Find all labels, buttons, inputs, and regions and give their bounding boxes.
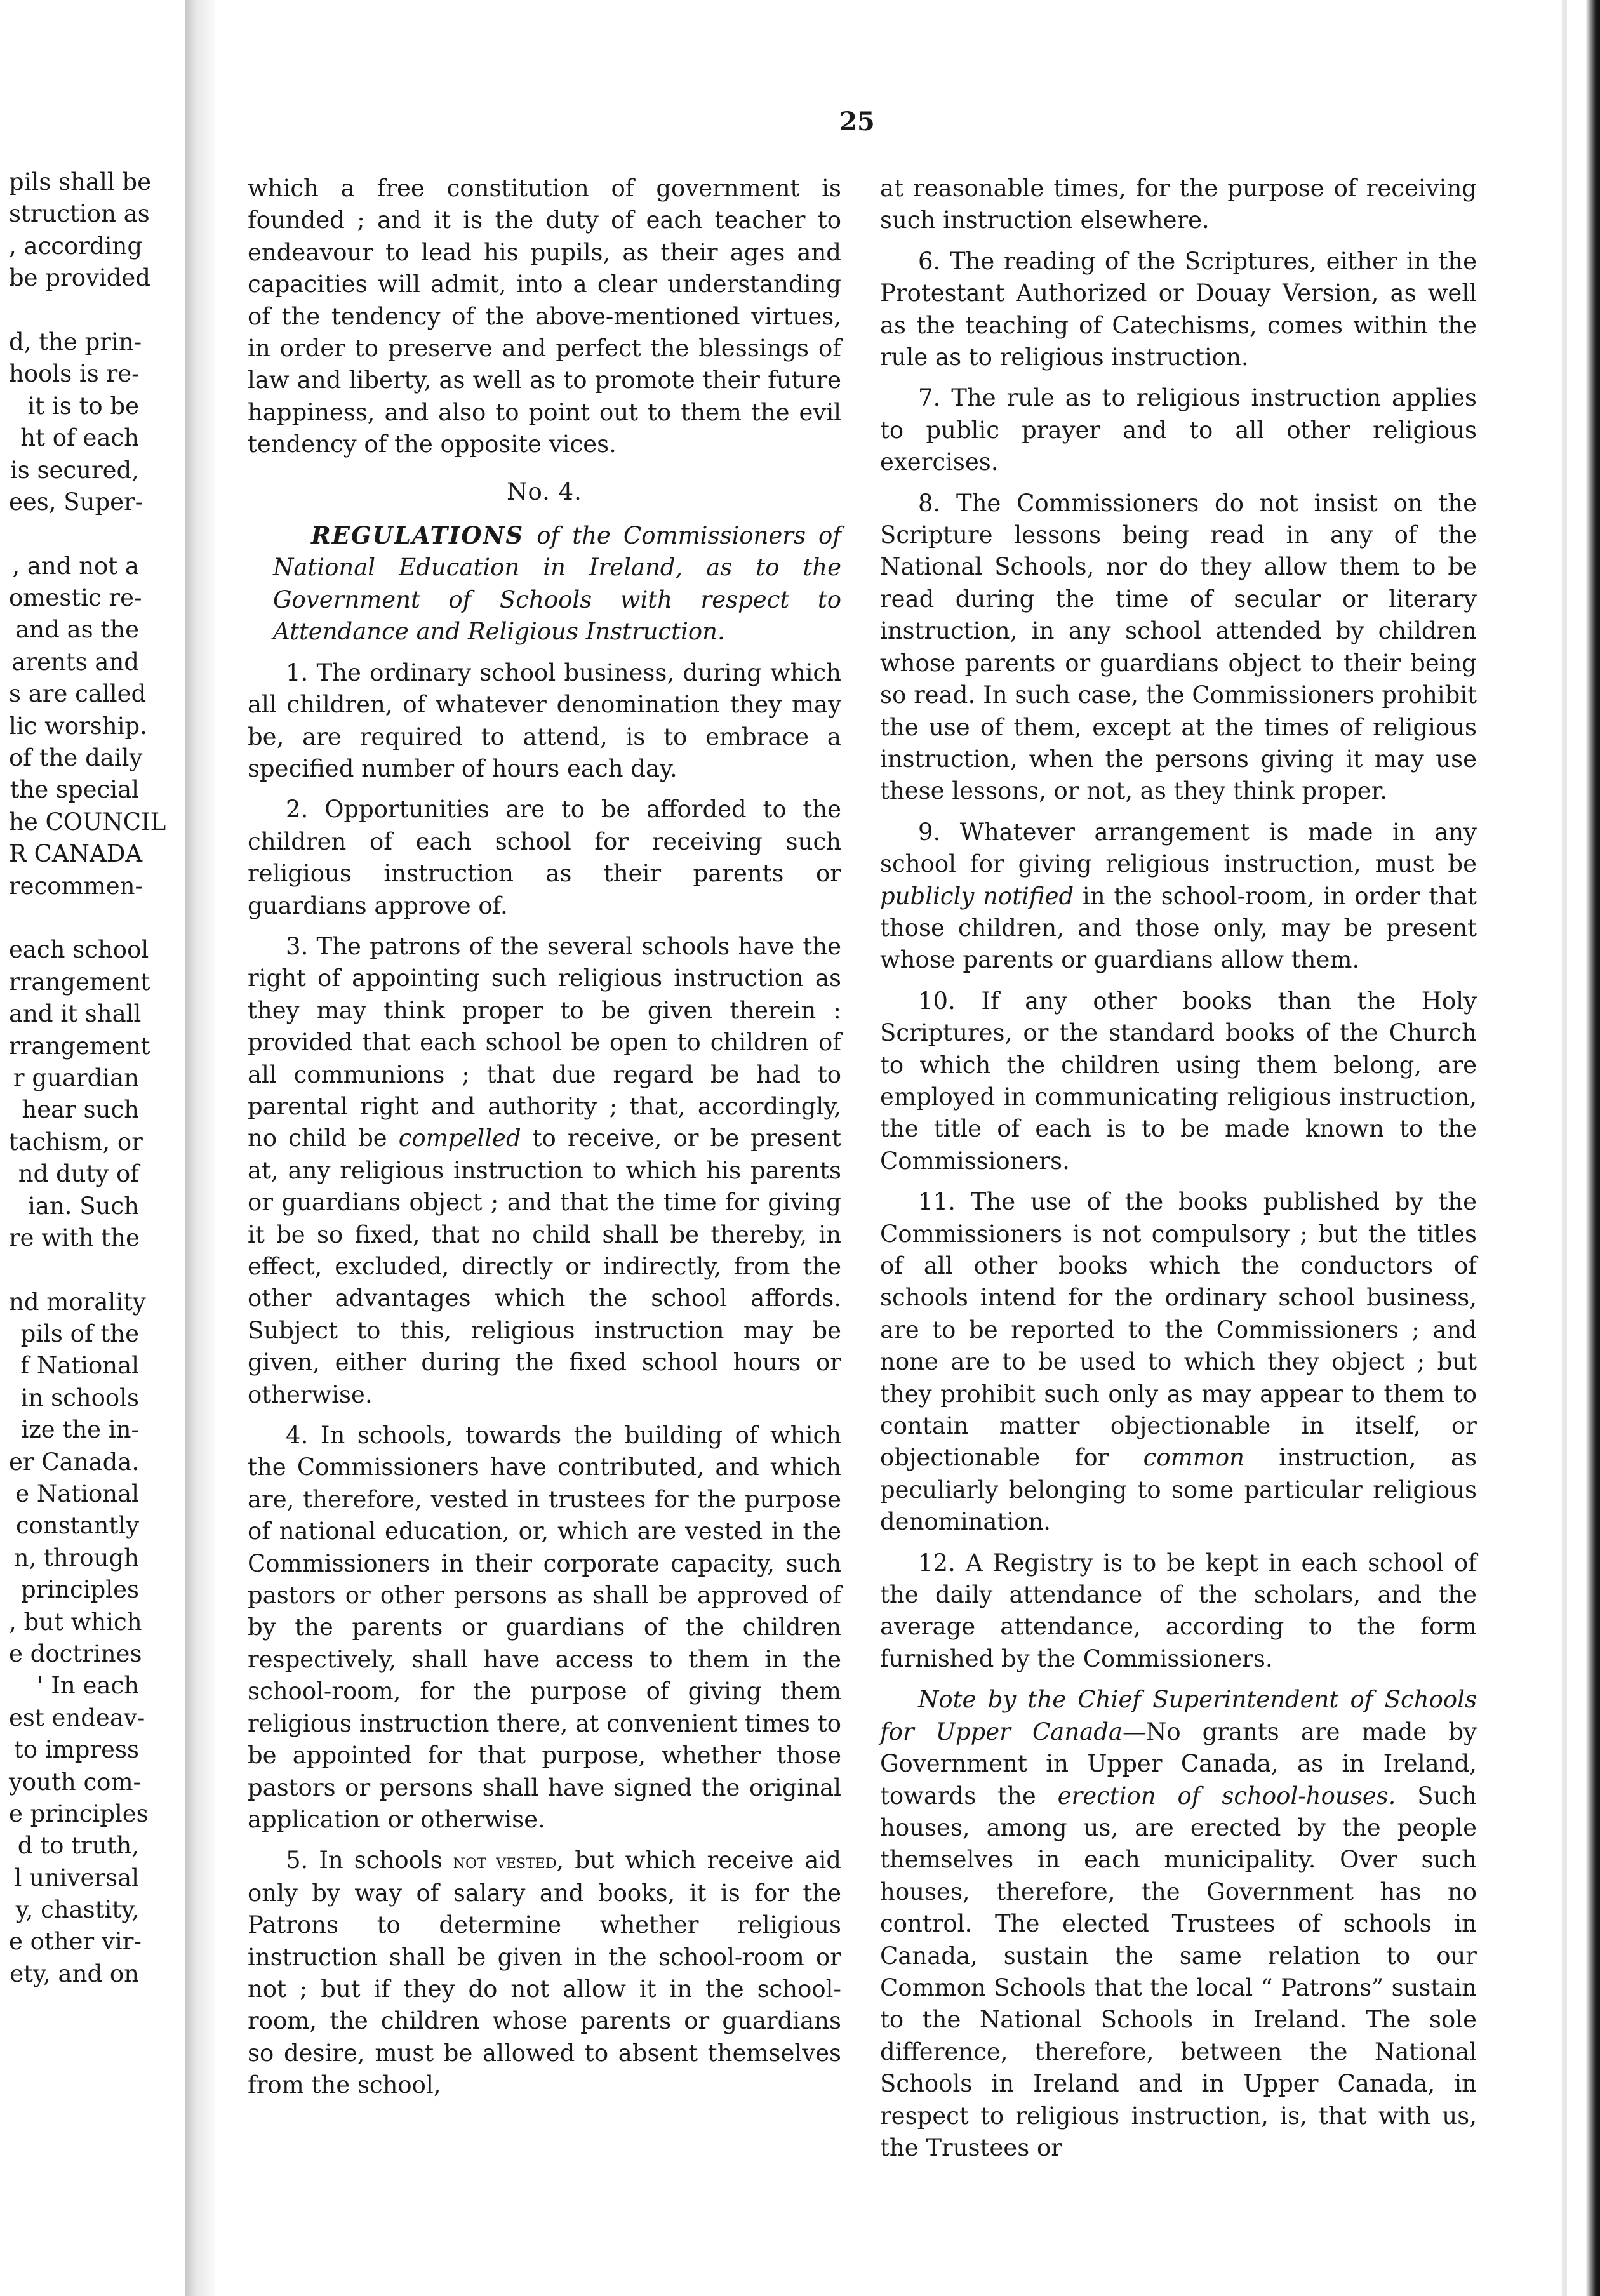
- previous-page-line: to impress: [13, 1736, 139, 1764]
- regulation-9-part-b: in the school-room, in order that those children, and those only, may be present whose parents or guardians allow them.: [880, 882, 1477, 974]
- previous-page-line: s are called: [9, 680, 147, 708]
- previous-page-line: [9, 1254, 139, 1286]
- previous-page-line: , and not a: [12, 552, 139, 580]
- previous-page-text-fragments: [9, 166, 166, 1990]
- note-part-b: Such houses, among us, are erected by the people themselves in each municipality. Over such houses, therefore, the Government has no control. The elected Trustees of schools in Canada, sustain the same relation to our Common Schools that the local “ Patrons” sustain to the National Schools in Ireland. The sole difference, therefore, between the National Schools in Ireland and in Upper Canada, in respect to religious instruction, is, that with us, the Trustees or: [880, 1782, 1477, 2161]
- regulation-3: [248, 931, 841, 1411]
- previous-page-line: ian. Such: [28, 1192, 139, 1220]
- section-heading: No. 4.: [507, 477, 582, 505]
- previous-page-strip: [0, 0, 190, 2296]
- regulation-5-small-caps: not vested: [453, 1849, 557, 1874]
- previous-page-line: and it shall: [9, 1000, 142, 1028]
- regulations-title-caps: REGULATIONS: [311, 521, 524, 550]
- previous-page-line: R CANADA: [9, 840, 143, 868]
- previous-page-line: struction as: [9, 200, 150, 228]
- regulations-title-rest: of the Commissioners of National Education in Ireland, as to the Government of Schools with respect to Attendance and Religious Instruction.: [273, 522, 841, 646]
- superintendent-note: [880, 1684, 1477, 2164]
- previous-page-line: d, the prin-: [9, 328, 142, 356]
- previous-page-line: ize the in-: [21, 1416, 139, 1444]
- page-gutter: [185, 0, 215, 2296]
- regulation-9: [880, 817, 1477, 977]
- previous-page-line: be provided: [9, 264, 150, 292]
- previous-page-line: hools is re-: [9, 360, 140, 388]
- previous-page-line: f National: [20, 1352, 139, 1380]
- regulation-11-part-a: 11. The use of the books published by the Commissioners is not compulsory ; but the titles of all other books which the conductors of schools intend for the ordinary school business, are to be reported to the Commissioners ; and none are to be used to which they object ; but they prohibit such only as may appear to them to contain matter objectionable in itself, or objectionable for: [880, 1188, 1477, 1472]
- regulation-6: 6. The reading of the Scriptures, either in the Protestant Authorized or Douay Version, as well as the teaching of Catechisms, comes within the rule as to religious instruction.: [880, 247, 1477, 371]
- previous-page-line: tachism, or: [9, 1128, 143, 1156]
- regulation-7: 7. The rule as to religious instruction applies to public prayer and to all other religious exercises.: [880, 384, 1477, 476]
- previous-page-line: n, through: [13, 1544, 139, 1572]
- previous-page-line: [9, 295, 139, 326]
- previous-page-line: of the daily: [9, 744, 143, 772]
- previous-page-line: principles: [21, 1576, 139, 1604]
- previous-page-line: youth com-: [9, 1768, 142, 1796]
- right-column: [880, 173, 1477, 2173]
- previous-page-line: omestic re-: [9, 584, 142, 612]
- previous-page-line: each school: [9, 936, 149, 964]
- previous-page-line: hear such: [22, 1096, 139, 1124]
- previous-page-line: pils shall be: [9, 168, 151, 196]
- previous-page-line: is secured,: [10, 456, 139, 484]
- previous-page-line: it is to be: [27, 392, 139, 420]
- note-heading: Note by the Chief Superintendent of Schools for Upper Canada: [880, 1686, 1477, 1745]
- previous-page-line: re with the: [9, 1224, 140, 1251]
- scan-right-edge: [1586, 0, 1600, 2296]
- regulation-3-part-a: 3. The patrons of the several schools have the right of appointing such religious instruction as they may think proper to be given therein : provided that each school be open to children of all communions ; that due regard be had to parental right and authority ; that, accordingly, no child be: [248, 932, 841, 1152]
- previous-page-line: l universal: [14, 1864, 139, 1892]
- regulation-2: 2. Opportunities are to be afforded to the children of each school for receiving such religious instruction as their parents or guardians approve of.: [248, 796, 841, 919]
- note-emphasis: erection of school-houses.: [1057, 1782, 1396, 1810]
- previous-page-line: ety, and on: [10, 1959, 139, 1987]
- previous-page-line: , but which: [9, 1608, 142, 1636]
- previous-page-line: nd morality: [9, 1288, 146, 1316]
- previous-page-line: d to truth,: [17, 1832, 139, 1860]
- previous-page-line: e principles: [9, 1799, 149, 1827]
- regulation-11: [880, 1186, 1477, 1538]
- previous-page-line: ' In each: [37, 1672, 139, 1700]
- previous-page-line: in schools: [20, 1384, 139, 1412]
- previous-page-line: e National: [15, 1480, 139, 1508]
- previous-page-line: [9, 518, 139, 550]
- regulation-5: [248, 1845, 841, 2101]
- previous-page-line: est endeav-: [9, 1704, 145, 1732]
- previous-page-line: er Canada.: [9, 1448, 140, 1476]
- regulation-5-continued: at reasonable times, for the purpose of receiving such instruction elsewhere.: [880, 175, 1477, 234]
- page-edge-line: [1562, 0, 1567, 2296]
- regulation-11-emphasis: common: [1143, 1444, 1244, 1472]
- previous-page-line: recommen-: [9, 872, 143, 900]
- regulation-1: 1. The ordinary school business, during which all children, of whatever denomination they may be, are required to attend, is to embrace a specified number of hours each day.: [248, 658, 841, 782]
- previous-page-line: constantly: [15, 1512, 139, 1540]
- previous-page-line: nd duty of: [18, 1160, 139, 1188]
- previous-page-line: [9, 902, 139, 934]
- previous-page-line: rrangement: [9, 968, 150, 996]
- regulation-5-part-a: 5. In schools: [286, 1846, 453, 1874]
- previous-page-line: rrangement: [9, 1032, 150, 1060]
- regulation-3-emphasis: compelled: [398, 1125, 521, 1152]
- previous-page-line: ht of each: [20, 424, 139, 452]
- previous-page-line: arents and: [11, 648, 139, 676]
- regulation-5-part-b: , but which receive aid only by way of salary and books, it is for the Patrons to determine whether religious instruction shall be given in the school-room or not ; but if they do not allow it in the school-room, the children whose parents or guardians so desire, must be allowed to absent themselves from the school,: [248, 1846, 841, 2099]
- previous-page-line: the special: [10, 776, 139, 804]
- regulation-10: 10. If any other books than the Holy Scriptures, or the standard books of the Church to which the children using them belong, are employed in communicating religious instruction, the title of each is to be made known to the Commissioners.: [880, 987, 1477, 1175]
- regulation-11-part-b: instruction, as peculiarly belonging to some particular religious denomination.: [880, 1444, 1477, 1536]
- regulation-9-part-a: 9. Whatever arrangement is made in any school for giving religious instruction, must be: [880, 818, 1477, 878]
- previous-page-line: lic worship.: [9, 712, 147, 740]
- previous-page-line: e doctrines: [9, 1639, 142, 1667]
- regulation-12: 12. A Registry is to be kept in each school of the daily attendance of the scholars, and the average attendance, according to the form furnished by the Commissioners.: [880, 1549, 1477, 1672]
- intro-paragraph: which a free constitution of government is founded ; and it is the duty of each teacher to endeavour to lead his pupils, as their ages and capacities will admit, into a clear understanding of the tendency of the above-mentioned virtues, in order to preserve and perfect the blessings of law and liberty, as well as to promote their future happiness, and also to point out to them the evil tendency of the opposite vices.: [248, 175, 841, 458]
- previous-page-line: and as the: [15, 616, 139, 644]
- previous-page-line: r guardian: [13, 1064, 139, 1091]
- note-part-a: —No grants are made by Government in Upper Canada, as in Ireland, towards the: [880, 1718, 1477, 1810]
- previous-page-line: y, chastity,: [15, 1896, 139, 1924]
- regulation-4: 4. In schools, towards the building of which the Commissioners have contributed, and which are, therefore, vested in trustees for the purpose of national education, or, which are vested in the Commissioners in their corporate capacity, such pastors or other persons as shall be approved of by the parents or guardians of the children respectively, shall have access to them in the school-room, for the purpose of giving them religious instruction there, at convenient times to be appointed for that purpose, whether those pastors or persons shall have signed the original application or otherwise.: [248, 1422, 841, 1833]
- regulations-title: [248, 519, 841, 648]
- previous-page-line: pils of the: [20, 1320, 139, 1348]
- previous-page-line: he COUNCIL: [9, 808, 166, 836]
- previous-page-line: ees, Super-: [9, 488, 143, 516]
- page-number: 25: [839, 107, 875, 137]
- previous-page-line: , according: [9, 232, 143, 260]
- regulation-3-part-b: to receive, or be present at, any religious instruction to which his parents or guardians object ; and that the time for giving it be so fixed, that no child shall be thereby, in effect, excluded, directly or indirectly, from the other advantages which the school affords. Subject to this, religious instruction may be given, either during the fixed school hours or otherwise.: [248, 1125, 841, 1408]
- previous-page-line: e other vir-: [9, 1928, 142, 1956]
- regulation-9-emphasis: publicly notified: [880, 882, 1074, 910]
- regulation-8: 8. The Commissioners do not insist on the Scripture lessons being read in any of the National Schools, nor do they allow them to be read during the time of secular or literary instruction, in any school attended by children whose parents or guardians object to their being so read. In such case, the Commissioners prohibit the use of them, except at the times of religious instruction, when the persons giving it may use these lessons, or not, as they think proper.: [880, 489, 1477, 805]
- left-column: [248, 173, 841, 2111]
